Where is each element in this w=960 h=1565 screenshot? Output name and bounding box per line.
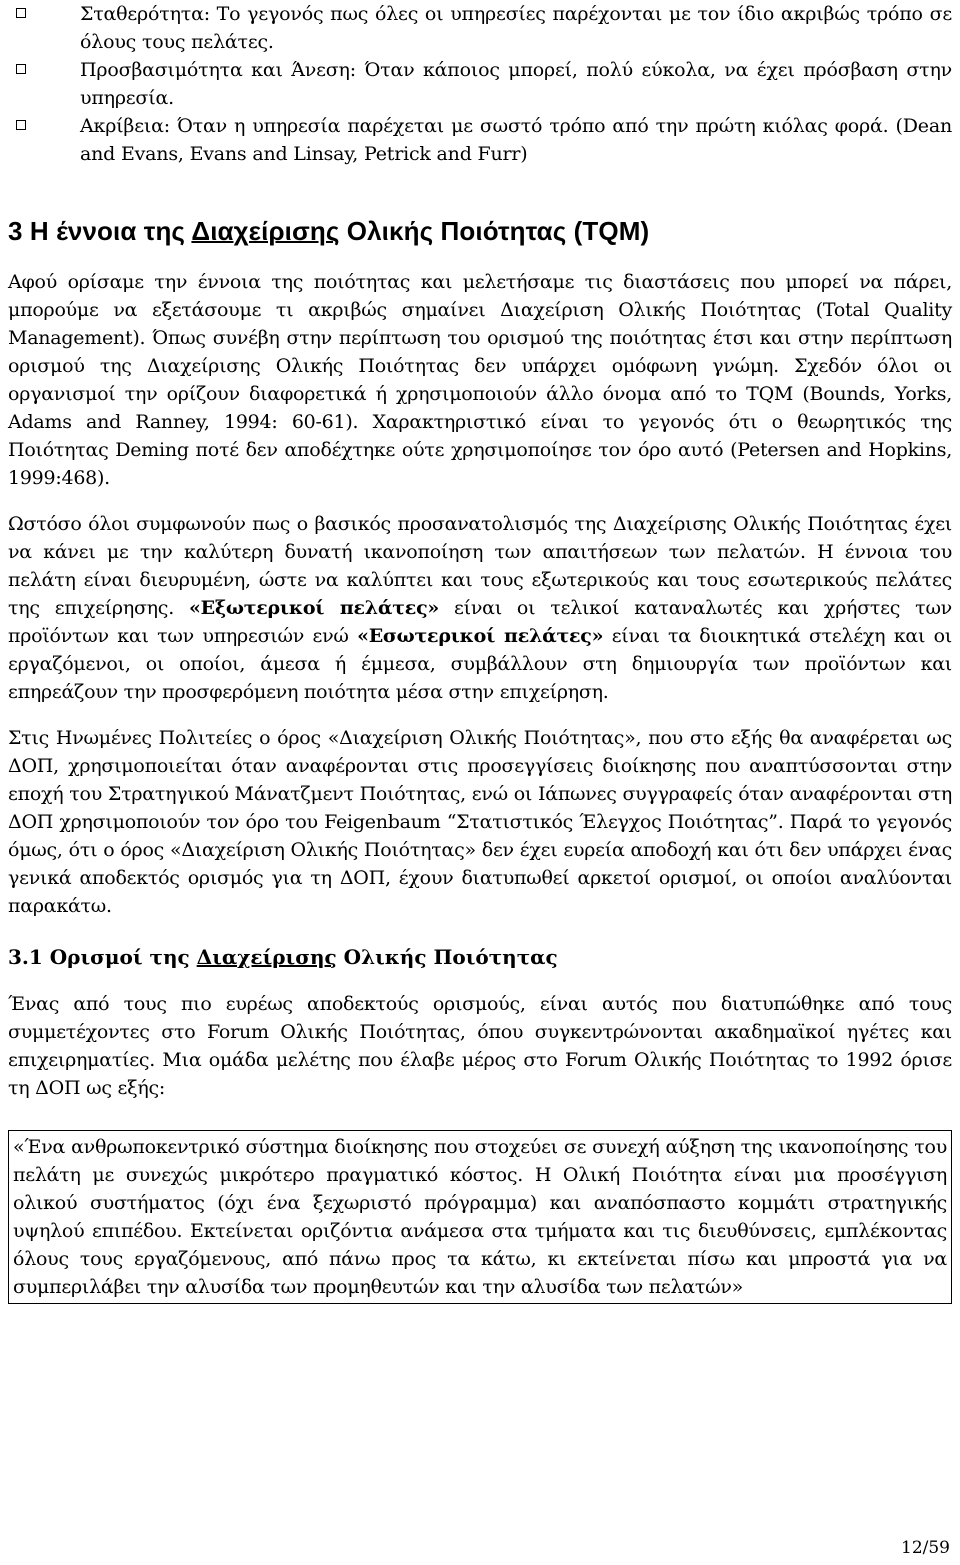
bullet-item-accessibility	[8, 56, 952, 112]
paragraph-definition-intro: Αφού ορίσαμε την έννοια της ποιότητας και μελετήσαμε τις διαστάσεις που μπορεί να πάρει, μπορούμε να εξετάσουμε τι ακριβώς σημαίνει Διαχείριση Ολικής Ποιότητας (Total Quality Management). Όπως συνέβη στην περίπτωση του ορισμού της ποιότητας έτσι και στην περίπτωση ορισμού της Διαχείρισης Ολικής Ποιότητας δεν υπάρχει ομόφωνη γνώμη. Σχεδόν όλοι οι οργανισμοί την ορίζουν διαφορετικά ή χρησιμοποιούν άλλο όνομα από το TQM (Bounds, Yorks, Adams and Ranney, 1994: 60-61). Χαρακτηριστικό είναι το γεγονός ότι ο θεωρητικός της Ποιότητας Deming ποτέ δεν αποδέχτηκε ούτε χρησιμοποίησε τον όρο αυτό (Petersen and Hopkins, 1999:468).	[8, 271, 952, 489]
paragraph-customers-start: Ωστόσο όλοι συμφωνούν πως ο βασικός προσανατολισμός της Διαχείρισης Ολικής Ποιότητας έχει να κάνει με την καλύτερη δυνατή ικανοποίηση των απαιτήσεων των πελατών. Η έννοια του πελάτη είναι διευρυμένη, ώστε να καλύπτει και τους εξωτερικούς και τους εσωτερικούς πελάτες της επιχείρησης.	[8, 513, 952, 619]
paragraph-customers-end: είναι τα διοικητικά στελέχη και οι εργαζόμενοι, οι οποίοι, άμεσα ή έμμεσα, συμβάλλουν στη δημιουργία των προϊόντων και επηρεάζουν την προσφερόμενη ποιότητα μέσα στην επιχείρηση.	[8, 625, 952, 703]
checkbox-bullet-icon	[16, 120, 26, 130]
bullet-item-accuracy	[8, 112, 952, 168]
section-heading	[8, 214, 952, 248]
bullet-list	[8, 0, 952, 168]
bullet-term: Σταθερότητα:	[80, 3, 210, 25]
bullet-item-stability	[8, 0, 952, 56]
section-heading-prefix: 3 Η έννοια της	[8, 216, 192, 246]
citation: (Dean and Evans, Evans and Linsay, Petrick and Furr)	[80, 115, 952, 165]
subsection-heading	[8, 942, 952, 972]
paragraph-customers	[8, 510, 952, 706]
internal-customers-term: «Εσωτερικοί πελάτες»	[357, 625, 604, 647]
subsection-heading-prefix: 3.1 Ορισμοί της	[8, 945, 197, 969]
section-heading-underlined: Διαχείρισης	[191, 216, 340, 246]
bullet-text: Όταν κάποιος μπορεί, πολύ εύκολα, να έχει πρόσβαση στην υπηρεσία.	[80, 59, 952, 109]
page-content	[8, 0, 952, 1304]
checkbox-bullet-icon	[16, 8, 26, 18]
page-number: 12/59	[901, 1538, 950, 1558]
section-heading-suffix: Ολικής Ποιότητας (TQM)	[339, 216, 650, 246]
bullet-term: Ακρίβεια:	[80, 115, 170, 137]
bullet-text: Το γεγονός πως όλες οι υπηρεσίες παρέχονται με τον ίδιο ακριβώς τρόπο σε όλους τους πελάτες.	[80, 3, 952, 53]
paragraph-us-japan: Στις Ηνωμένες Πολιτείες ο όρος «Διαχείριση Ολικής Ποιότητας», που στο εξής θα αναφέρεται ως ΔΟΠ, χρησιμοποιείται όταν αναφέρονται στις προσεγγίσεις διοίκησης που αναπτύσσονται στην εποχή του Στρατηγικού Μάνατζμεντ Ποιότητας, ενώ οι Ιάπωνες συγγραφείς όταν αναφέρονται στη ΔΟΠ χρησιμοποιούν τον όρο του Feigenbaum “Στατιστικός Έλεγχος Ποιότητας”. Παρά το γεγονός όμως, ότι ο όρος «Διαχείριση Ολικής Ποιότητας» δεν έχει ευρεία αποδοχή και ότι δεν υπάρχει ένας γενικά αποδεκτός ορισμός για τη ΔΟΠ, έχουν διατυπωθεί αρκετοί ορισμοί, οι οποίοι αναλύονται παρακάτω.	[8, 727, 952, 917]
external-customers-term: «Εξωτερικοί πελάτες»	[189, 597, 440, 619]
paragraph-forum: Ένας από τους πιο ευρέως αποδεκτούς ορισμούς, είναι αυτός που διατυπώθηκε από τους συμμετέχοντες στο Forum Ολικής Ποιότητας, όπου συγκεντρώνονται ακαδημαϊκοί ηγέτες και επιχειρηματίες. Μια ομάδα μελέτης που έλαβε μέρος στο Forum Ολικής Ποιότητας το 1992 όρισε τη ΔΟΠ ως εξής:	[8, 993, 952, 1099]
bullet-text: Όταν η υπηρεσία παρέχεται με σωστό τρόπο από την πρώτη κιόλας φορά.	[169, 115, 889, 137]
subsection-heading-underlined: Διαχείρισης	[196, 945, 337, 969]
definition-quote-box: «Ένα ανθρωποκεντρικό σύστημα διοίκησης που στοχεύει σε συνεχή αύξηση της ικανοποίησης του πελάτη με συνεχώς μικρότερο πραγματικό κόστος. Η Ολική Ποιότητα είναι μια προσέγγιση ολικού συστήματος (όχι ένα ξεχωριστό πρόγραμμα) και αναπόσπαστο κομμάτι στρατηγικής υψηλού επιπέδου. Εκτείνεται οριζόντια ανάμεσα στα τμήματα και τις διευθύνσεις, εμπλέκοντας όλους τους εργαζόμενους, από πάνω προς τα κάτω, κι εκτείνεται πίσω και μπροστά για να συμπεριλάβει την αλυσίδα των προμηθευτών και την αλυσίδα των πελατών»	[8, 1130, 952, 1304]
bullet-term: Προσβασιμότητα και Άνεση:	[80, 59, 356, 81]
subsection-heading-suffix: Ολικής Ποιότητας	[336, 945, 558, 969]
checkbox-bullet-icon	[16, 64, 26, 74]
paragraph-customers-mid: είναι οι τελικοί καταναλωτές και χρήστες των προϊόντων και των υπηρεσιών ενώ	[8, 597, 952, 647]
